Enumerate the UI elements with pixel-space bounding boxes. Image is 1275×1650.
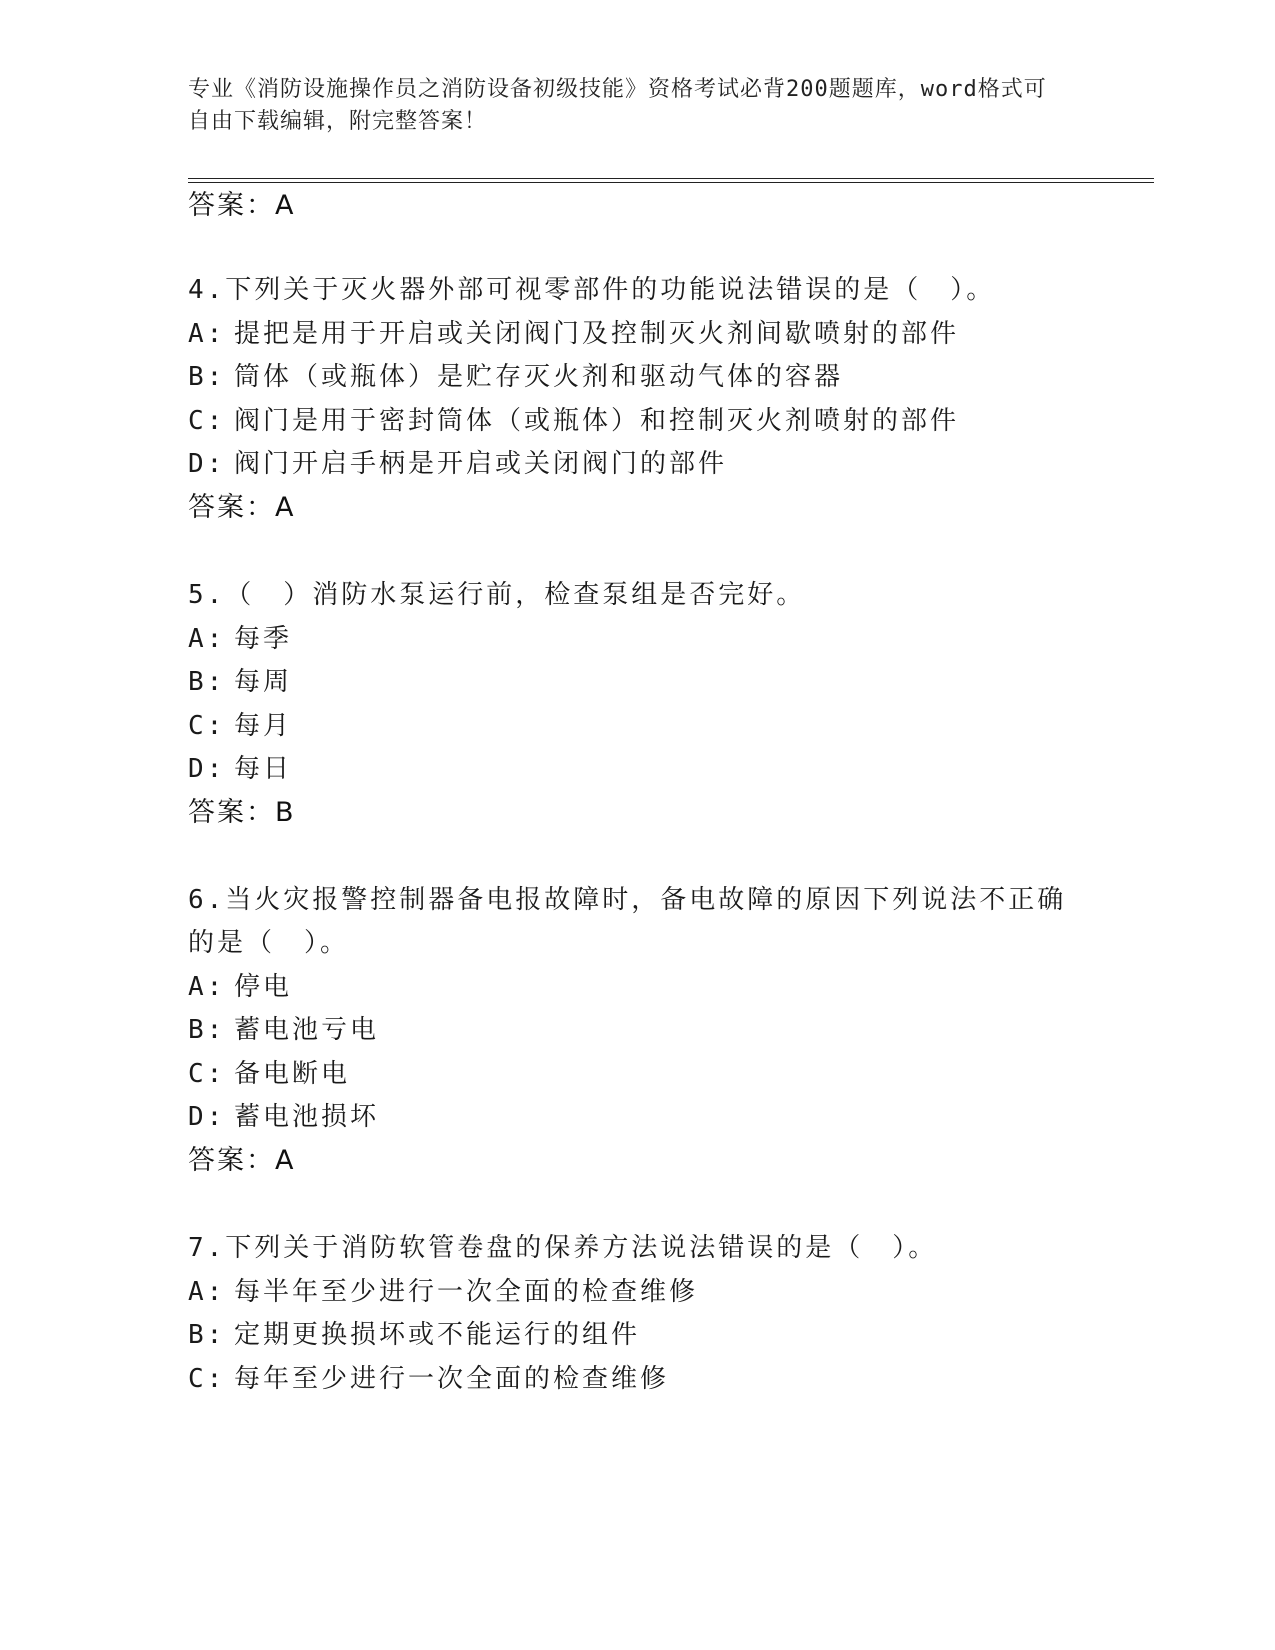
option-text: 每季: [234, 624, 293, 654]
option-letter: D:: [188, 449, 226, 479]
question-7-option-c: [188, 1362, 669, 1396]
option-text: 停电: [234, 972, 293, 1002]
question-6-option-b: [188, 1013, 379, 1047]
option-letter: C:: [188, 1364, 226, 1394]
option-letter: D:: [188, 1102, 226, 1132]
question-5-option-d: [188, 752, 292, 786]
option-letter: B:: [188, 1015, 226, 1045]
option-letter: A:: [188, 972, 226, 1002]
option-letter: D:: [188, 754, 226, 784]
question-6-option-a: [188, 970, 292, 1004]
option-text: 提把是用于开启或关闭阀门及控制灭火剂间歇喷射的部件: [234, 319, 960, 349]
question-5-option-a: [188, 622, 292, 656]
question-4-answer: 答案：A: [188, 492, 296, 523]
option-text: 每日: [234, 754, 293, 784]
question-6-option-c: [188, 1057, 350, 1091]
question-7-stem: 7.下列关于消防软管卷盘的保养方法说法错误的是（ ）。: [188, 1233, 938, 1263]
question-6-stem-line-2: 的是（ ）。: [188, 928, 350, 958]
option-letter: B:: [188, 1320, 226, 1350]
option-letter: A:: [188, 319, 226, 349]
option-text: 每月: [234, 711, 293, 741]
question-7-option-b: [188, 1318, 640, 1352]
option-letter: A:: [188, 1277, 226, 1307]
question-7-option-a: [188, 1275, 698, 1309]
question-6-option-d: [188, 1100, 379, 1134]
option-text: 每周: [234, 667, 293, 697]
option-letter: C:: [188, 1059, 226, 1089]
header-divider-thin: [188, 178, 1154, 179]
option-text: 筒体（或瓶体）是贮存灭火剂和驱动气体的容器: [234, 362, 844, 392]
document-header: 专业《消防设施操作员之消防设备初级技能》资格考试必背200题题库，word格式可自由下载编辑，附完整答案！: [188, 77, 1047, 134]
question-5-stem: 5.（ ）消防水泵运行前，检查泵组是否完好。: [188, 580, 806, 610]
option-text: 阀门是用于密封筒体（或瓶体）和控制灭火剂喷射的部件: [234, 406, 960, 436]
question-5-option-b: [188, 665, 292, 699]
question-6-stem-line-1: 6.当火灾报警控制器备电报故障时，备电故障的原因下列说法不正确: [188, 885, 1067, 915]
option-letter: C:: [188, 711, 226, 741]
question-4-option-d: [188, 447, 727, 481]
question-4-option-b: [188, 360, 843, 394]
option-letter: B:: [188, 667, 226, 697]
option-text: 定期更换损坏或不能运行的组件: [234, 1320, 641, 1350]
option-letter: C:: [188, 406, 226, 436]
question-4-option-c: [188, 404, 959, 438]
question-6-answer: 答案：A: [188, 1145, 296, 1176]
question-4-option-a: [188, 317, 959, 351]
header-divider-thick: [188, 182, 1154, 183]
option-text: 蓄电池损坏: [234, 1102, 380, 1132]
question-5-answer: 答案：B: [188, 797, 296, 828]
answer-prev-question: 答案：A: [188, 190, 296, 221]
option-letter: A:: [188, 624, 226, 654]
option-text: 蓄电池亏电: [234, 1015, 380, 1045]
option-text: 阀门开启手柄是开启或关闭阀门的部件: [234, 449, 728, 479]
question-5-option-c: [188, 709, 292, 743]
option-text: 备电断电: [234, 1059, 351, 1089]
option-text: 每半年至少进行一次全面的检查维修: [234, 1277, 699, 1307]
option-text: 每年至少进行一次全面的检查维修: [234, 1364, 670, 1394]
question-4-stem: 4.下列关于灭火器外部可视零部件的功能说法错误的是（ ）。: [188, 275, 996, 305]
option-letter: B:: [188, 362, 226, 392]
